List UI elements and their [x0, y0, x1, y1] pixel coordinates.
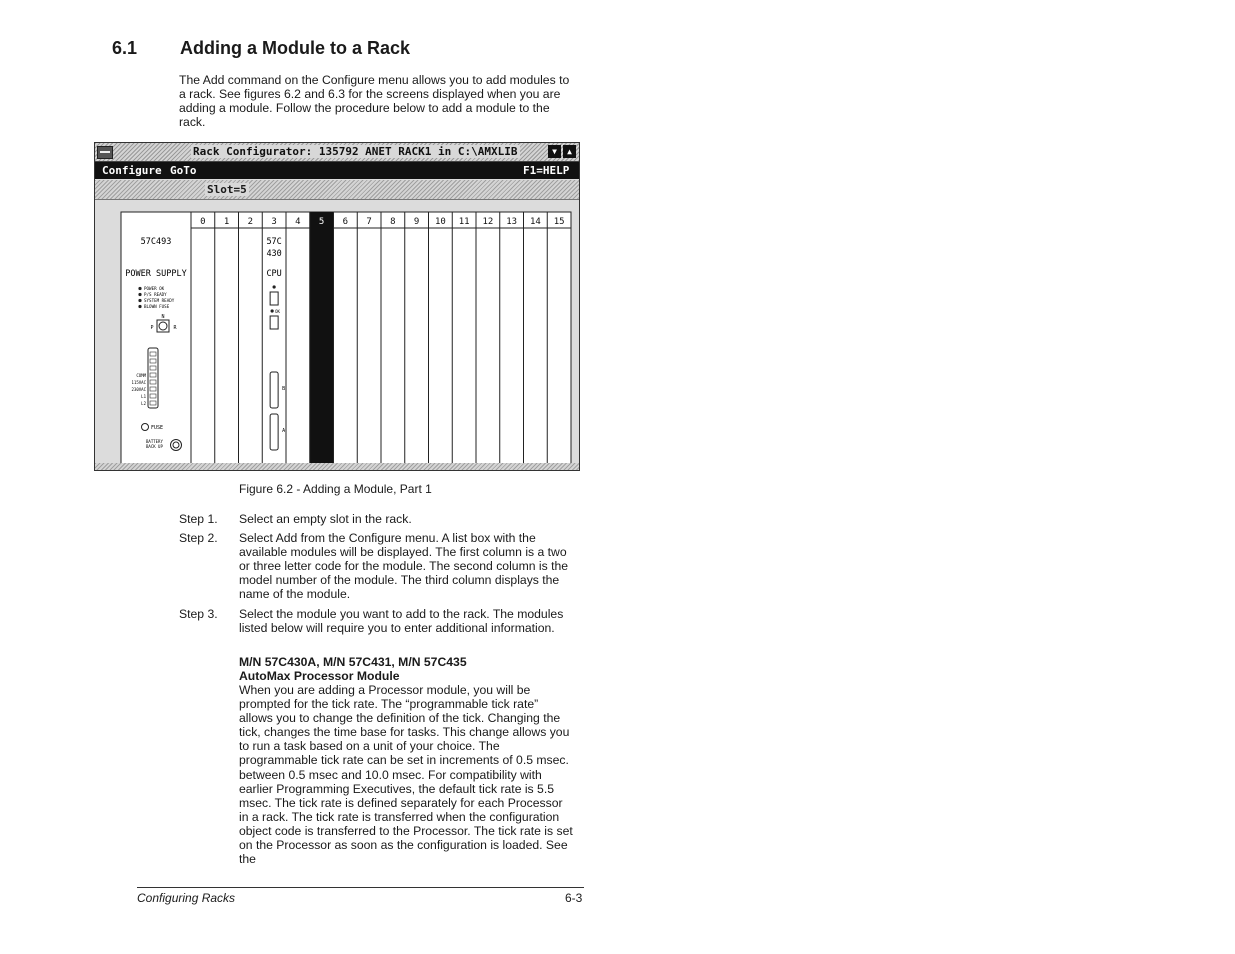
menu-goto[interactable]: GoTo: [170, 164, 197, 177]
ps-switch-left: P: [150, 325, 154, 331]
menu-help[interactable]: F1=HELP: [523, 164, 570, 177]
cpu-name: CPU: [266, 269, 282, 279]
slot-number-10: 10: [434, 217, 446, 227]
window-title: Rack Configurator: 135792 ANET RACK1 in C:\AMXLIB: [193, 145, 518, 158]
ps-model: 57C493: [140, 237, 172, 247]
ps-led-label-3: BLOWN FUSE: [144, 304, 170, 309]
cpu-connector-a-label: A: [282, 428, 286, 434]
rack-configurator-screenshot: [94, 142, 580, 471]
ps-led-0: [138, 287, 141, 290]
ps-terminal-label-2: 230VAC: [131, 387, 146, 392]
slot-number-5: 5: [318, 217, 325, 227]
ps-terminal-label-0: COMM: [136, 373, 146, 378]
rack-frame: [121, 212, 571, 464]
menu-configure[interactable]: Configure: [102, 164, 162, 177]
ps-battery-label-1: BATTERY: [146, 439, 163, 444]
rack-diagram: [95, 143, 579, 470]
maximize-icon[interactable]: ▲: [563, 145, 576, 158]
slot-number-3: 3: [271, 217, 277, 227]
slot-number-1: 1: [223, 217, 230, 227]
slot-number-8: 8: [390, 217, 396, 227]
bottom-hatch: [95, 463, 579, 470]
slot-number-14: 14: [529, 217, 541, 227]
ps-led-label-2: SYSTEM READY: [144, 298, 175, 303]
section-title: Adding a Module to a Rack: [180, 38, 411, 58]
ps-led-label-0: POWER OK: [144, 286, 165, 291]
footer-chapter: Configuring Racks: [137, 891, 236, 905]
ps-fuse-label: FUSE: [151, 425, 164, 431]
slot-number-0: 0: [200, 217, 206, 227]
ps-battery-label-2: BACK UP: [146, 444, 163, 449]
slot-number-13: 13: [506, 217, 518, 227]
ps-switch-top: N: [161, 314, 165, 320]
slot-number-11: 11: [458, 217, 470, 227]
ps-terminal-label-4: L2: [141, 401, 146, 406]
section-number: 6.1: [112, 38, 138, 58]
ps-led-1: [138, 293, 141, 296]
cpu-led-label: OK: [275, 309, 280, 314]
step-2-text: Select Add from the Configure menu. A list box with the available modules will be displayed. The first column is a two or three letter code for the module. The second column is the model number of the module. The third column displays the name of the module.: [239, 531, 569, 602]
ps-led-3: [138, 305, 141, 308]
step-3-text: Select the module you want to add to the rack. The modules listed below will require you to enter additional information.: [239, 607, 564, 636]
ps-switch-right: R: [173, 325, 177, 331]
slot-5-selected: [310, 212, 334, 464]
intro-paragraph: The Add command on the Configure menu allows you to add modules to a rack. See figures 6.2 and 6.3 for the screens displayed when you are adding a module. Follow the procedure below to add a module to the rack.: [179, 73, 570, 130]
step-3-label: Step 3.: [179, 607, 218, 621]
module-note-heading: [239, 655, 574, 683]
cpu-model-1: 57C: [266, 237, 282, 247]
cpu-led-top: [273, 285, 276, 288]
cpu-model-2: 430: [266, 249, 282, 259]
footer-page-number: 6-3: [565, 891, 583, 905]
step-1-text: Select an empty slot in the rack.: [239, 512, 412, 526]
slot-number-4: 4: [295, 217, 301, 227]
slot-number-2: 2: [247, 217, 254, 227]
slot-number-6: 6: [342, 217, 349, 227]
module-note-models: M/N 57C430A, M/N 57C431, M/N 57C435: [239, 655, 467, 669]
module-note-name: AutoMax Processor Module: [239, 669, 400, 684]
figure-caption: Figure 6.2 - Adding a Module, Part 1: [239, 482, 432, 496]
ps-led-label-1: P/S READY: [144, 292, 167, 297]
module-note-text: When you are adding a Processor module, you will be prompted for the tick rate. The “programmable tick rate” allows you to change the definition of the tick. Changing the tick, changes the time base for tasks. This change allows you to run a task based on a unit of your choice. The programmable tick rate can be set in increments of 0.5 msec. between 0.5 msec and 10.0 msec. For compatibility with earlier Programming Executives, the default tick rate is 5.5 msec. The tick rate is defined separately for each Processor in a rack. The tick rate is transferred when the configuration object code is transferred to the Processor. The tick rate is set on the Processor as soon as the configuration is loaded. See the: [239, 683, 573, 867]
footer-rule: [137, 887, 584, 888]
ps-led-2: [138, 299, 141, 302]
minimize-icon[interactable]: ▼: [548, 145, 561, 158]
cpu-led-ok: [271, 309, 274, 312]
step-2-label: Step 2.: [179, 531, 218, 545]
ps-terminal-label-1: 115VAC: [131, 380, 146, 385]
ps-name: POWER SUPPLY: [125, 269, 187, 279]
step-1-label: Step 1.: [179, 512, 218, 526]
slot-number-15: 15: [553, 217, 565, 227]
slot-number-9: 9: [413, 217, 420, 227]
slot-indicator: Slot=5: [207, 183, 247, 196]
slot-number-12: 12: [482, 217, 494, 227]
ps-terminal-label-3: L1: [141, 394, 146, 399]
slot-number-7: 7: [366, 217, 372, 227]
cpu-connector-b-label: B: [282, 386, 286, 392]
